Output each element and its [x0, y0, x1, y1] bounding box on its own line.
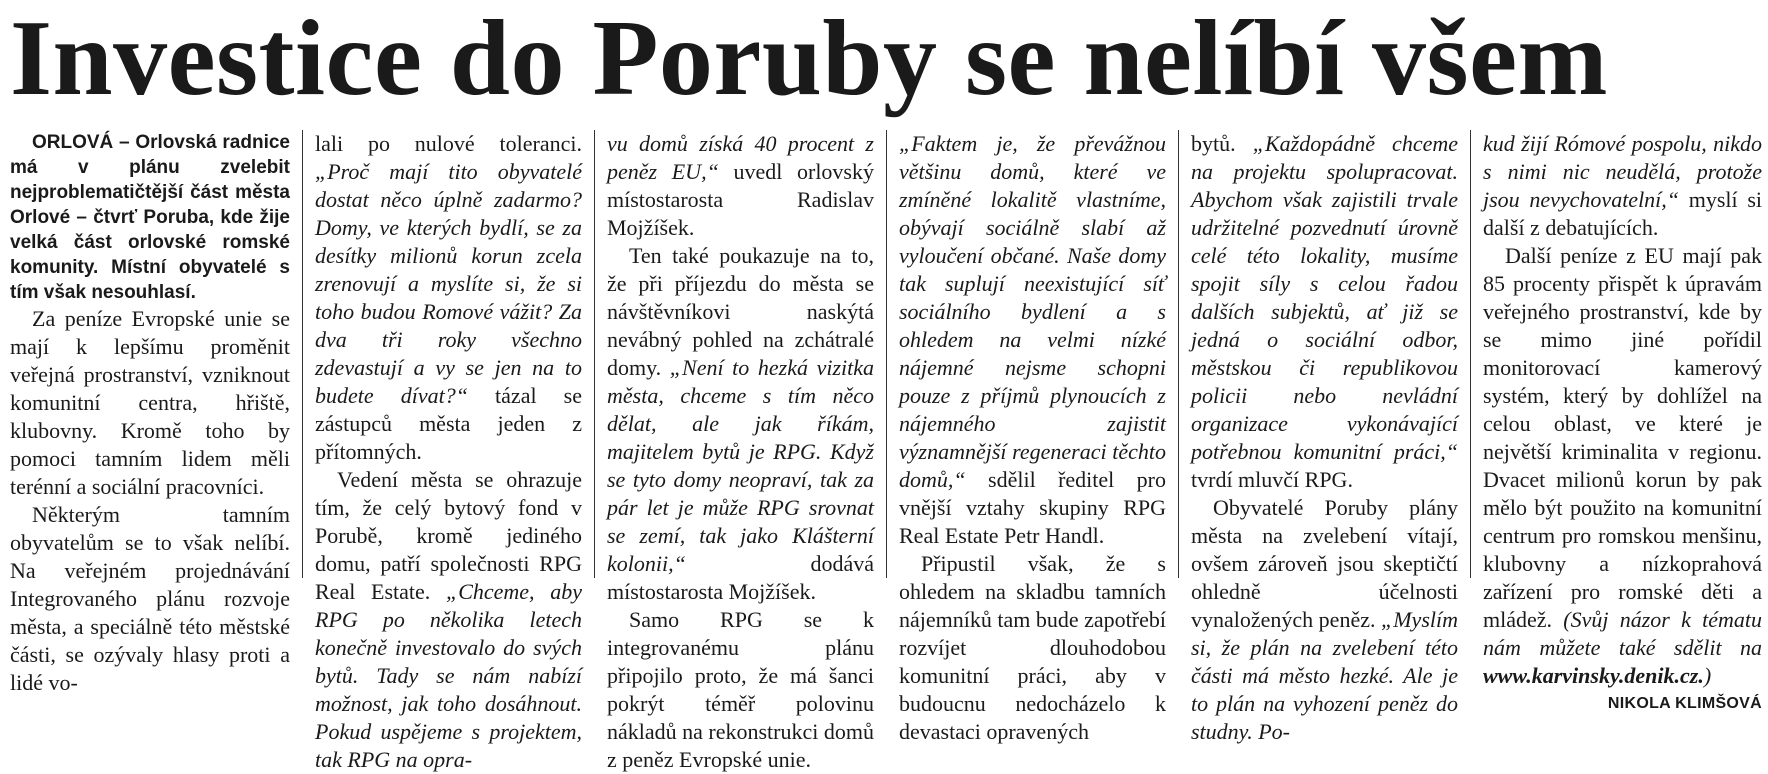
quote: kud žijí Rómové pospolu, nikdo s nimi nic neudělá, protože jsou nevychovatelní,“	[1483, 131, 1762, 212]
text-run: sdělil ředitel pro vnější vztahy skupiny RPG Real Estate Petr Handl.	[899, 467, 1166, 548]
quote: „Není to hezká vizitka města, chceme s tím něco dělat, ale jak říkám, majitelem bytů je RPG. Když se tyto domy neopraví, tak za pár let je může RPG srovnat se zemí, tak jako Klášterní kolonii,“	[607, 355, 874, 576]
paragraph: Některým tamním obyvatelům se to však nelíbí. Na veřejném projednávání Integrovaného plánu rozvoje města, a speciálně této městské části, se ozývaly hlasy proti a lidé vo-	[10, 502, 290, 695]
text-run: myslí si další z debatujících.	[1483, 187, 1762, 240]
quote: „Každopádně chceme na projektu spolupracovat. Abychom však zajistili trvale udržitelné pozvednutí úrovně celé této lokality, musíme spojit síly s celou řadou dalších subjektů, ať již se jedná o sociální odbor, městskou či republikovou policii nebo nevládní organizace vykonávající potřebnou komunitní práci,“	[1191, 131, 1458, 464]
lead-paragraph: ORLOVÁ – Orlovská radnice má v plánu zvelebit nejproblematičtější část města Orlové – čtvrť Poruba, kde žije velká část orlovské romské komunity. Místní obyvatelé s tím však nesouhlasí.	[10, 132, 290, 303]
quote: „Myslím si, že plán na zvelebení této části má město hezké. Ale je to plán na vyhození peněz do studny. Po-	[1191, 607, 1458, 744]
text-run: dodává místostarosta Mojžíšek.	[607, 551, 874, 604]
paragraph	[315, 466, 582, 774]
paragraph	[315, 130, 582, 466]
column-5	[1178, 130, 1470, 744]
text-run: bytů.	[1191, 131, 1253, 156]
column-3	[594, 130, 886, 772]
paragraph	[1191, 130, 1458, 494]
paragraph	[1483, 242, 1762, 712]
article-columns	[10, 130, 1764, 772]
paragraph	[1191, 494, 1458, 746]
headline: Investice do Poruby se nelíbí všem	[10, 0, 1608, 118]
column-4	[886, 130, 1178, 744]
paragraph: Samo RPG se k integrovanému plánu připojilo proto, že má šanci pokrýt téměř polovinu nákladů na rekonstrukci domů z peněz Evropské unie.	[607, 607, 874, 772]
quote: „Chceme, aby RPG po několika letech konečně investovalo do svých bytů. Tady se nám nabízí možnost, jak toho dosáhnout. Pokud uspějeme s projektem, tak RPG na opra-	[315, 579, 582, 772]
text-run: Obyvatelé Poruby plány města na zvelebení vítají, ovšem zároveň jsou skeptičtí ohledně účelnosti vynaložených peněz.	[1191, 495, 1458, 632]
reader-invite: (Svůj názor k tématu nám můžete také sdělit na	[1483, 607, 1762, 660]
quote: „Faktem je, že převážnou většinu domů, které ve zmíněné lokalitě vlastníme, obývají sociálně slabí až vyloučení občané. Naše domy tak suplují neexistující síť sociálního bydlení a s ohledem na velmi nízké nájemné nejsme schopni pouze z příjmů plynoucích z nájemného zajistit významnější regeneraci těchto domů,“	[899, 131, 1166, 492]
text-run: tázal se zástupců města jeden z přítomných.	[315, 383, 582, 464]
column-2	[302, 130, 594, 772]
text-run: tvrdí mluvčí RPG.	[1191, 467, 1353, 492]
text-run: Vedení města se ohrazuje tím, že celý bytový fond v Porubě, kromě jediného domu, patří společnosti RPG Real Estate.	[315, 467, 582, 604]
text-run: Ten také poukazuje na to, že při příjezdu do města se návštěvníkovi naskýtá nevábný pohled na zchátralé domy.	[607, 243, 874, 380]
quote: „Proč mají tito obyvatelé dostat něco úplně zadarmo? Domy, ve kterých bydlí, se za desítky milionů korun zcela zrenovují a myslíte si, že si toho budou Romové vážit? Za dva tři roky všechno zdevastují a vy se jen na to budete dívat?“	[315, 159, 582, 408]
paragraph	[607, 242, 874, 606]
paragraph	[607, 130, 874, 242]
column-6	[1470, 130, 1762, 712]
paragraph	[1483, 130, 1762, 242]
text-run: )	[1703, 663, 1712, 688]
paragraph	[899, 130, 1166, 550]
text-run: lali po nulové toleranci.	[315, 131, 582, 156]
website-link[interactable]: www.karvinsky.denik.cz.	[1483, 663, 1704, 688]
quote: vu domů získá 40 procent z peněz EU,“	[607, 131, 874, 184]
column-1	[10, 130, 302, 695]
author-byline: NIKOLA KLIMŠOVÁ	[1607, 695, 1762, 712]
text-run: Další peníze z EU mají pak 85 procenty přispět k úpravám veřejného prostranství, kde by se mimo jiné pořídil monitorovací kamerový systém, který by dohlížel na celou oblast, ve které je největší kriminalita v regionu. Dvacet milionů korun by pak mělo být použito na komunitní centrum pro romskou menšinu, klubovny a nízkoprahová zařízení pro romské děti a mládež.	[1483, 243, 1762, 632]
paragraph: Připustil však, že s ohledem na skladbu tamních nájemníků tam bude zapotřebí rozvíjet dlouhodobou komunitní práci, aby v budoucnu nedocházelo k devastaci opravených	[899, 551, 1166, 744]
text-run: uvedl orlovský místostarosta Radislav Mojžíšek.	[607, 159, 874, 240]
paragraph: Za peníze Evropské unie se mají k lepšímu proměnit veřejná prostranství, vzniknout komunitní centra, hřiště, klubovny. Kromě toho by pomoci tamním lidem měli terénní a sociální pracovníci.	[10, 306, 290, 499]
